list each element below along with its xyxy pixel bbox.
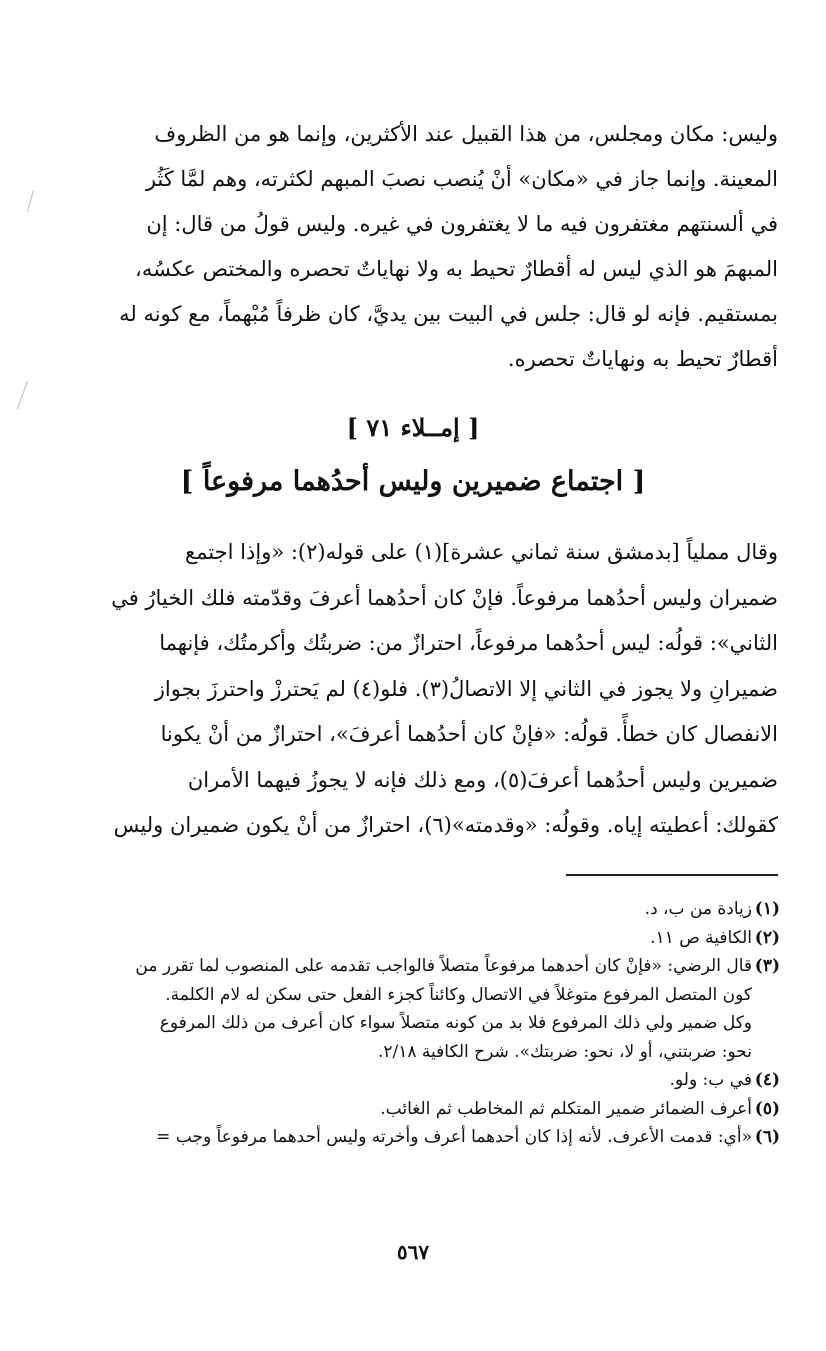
text-line: الانفصال كان خطأً. قولُه: «فإنْ كان أحدُهما أعرفَ»، احترازٌ من أنْ يكونا bbox=[160, 722, 778, 746]
footnote-separator bbox=[566, 874, 778, 876]
text-line: أقطارٌ تحيط به ونهاياتٌ تحصره. bbox=[507, 347, 778, 371]
section-number-heading: [ إمــلاء ٧١ ] bbox=[346, 413, 480, 442]
footnote-number: (٤) bbox=[754, 1070, 780, 1090]
footnote-continuation: وكل ضمير ولي ذلك المرفوع فلا بد من كونه متصلاً سواء كان أعرف من ذلك المرفوع bbox=[159, 1013, 752, 1033]
scan-mark bbox=[27, 190, 34, 212]
footnote-text: زيادة من ب، د. bbox=[644, 899, 752, 919]
text-line: المبهمَ هو الذي ليس له أقطارٌ تحيط به ولا نهاياتٌ تحصره والمختص عكسُه، bbox=[135, 257, 778, 281]
text-line: ضميران وليس أحدُهما مرفوعاً. فإنْ كان أحدُهما أعرفَ وقدّمته فلك الخيارُ في bbox=[111, 585, 778, 610]
footnote-number: (٣) bbox=[754, 956, 780, 976]
footnotes bbox=[72, 895, 780, 1152]
footnote-number: (٥) bbox=[754, 1098, 780, 1119]
footnote bbox=[72, 1095, 780, 1124]
text-line: ضميرانِ ولا يجوز في الثاني إلا الاتصالُ(٣). فلو(٤) لم يَحترزْ واحترزَ بجواز bbox=[154, 676, 778, 701]
footnote-continuation: نحو: ضربتني، أو لا، نحو: ضربتك». شرح الكافية ٢/١٨. bbox=[377, 1041, 752, 1062]
scan-mark bbox=[17, 381, 28, 410]
text-line: وقال مملياً [بدمشق سنة ثماني عشرة](١) على قوله(٢): «وإذا اجتمع bbox=[185, 540, 778, 564]
text-line: كقولك: أعطيته إياه. وقولُه: «وقدمته»(٦)، احترازٌ من أنْ يكون ضميران وليس bbox=[113, 813, 778, 837]
text-line: ضميرين وليس أحدُهما أعرفَ(٥)، ومع ذلك فإنه لا يجوزُ فيهما الأمران bbox=[187, 767, 778, 792]
footnote-continuation: كون المتصل المرفوع متوغلاً في الاتصال وكائناً كجزء الفعل حتى سكن له لام الكلمة. bbox=[165, 984, 752, 1005]
footnote-text: الكافية ص ١١. bbox=[650, 927, 752, 948]
footnote-text: «أي: قدمت الأعرف. لأنه إذا كان أحدهما أعرف وأخرته وليس أحدهما مرفوعاً وجب = bbox=[156, 1127, 752, 1147]
footnote bbox=[72, 924, 780, 953]
footnote-text: أعرف الضمائر ضمير المتكلم ثم المخاطب ثم الغائب. bbox=[380, 1098, 752, 1119]
footnote-number: (٦) bbox=[754, 1127, 780, 1147]
paragraph-main bbox=[92, 530, 778, 849]
footnote-text: في ب: ولو. bbox=[669, 1070, 752, 1090]
text-line: وليس: مكان ومجلس، من هذا القبيل عند الأكثرين، وإنما هو من الظروف bbox=[154, 122, 778, 146]
section-title: [ اجتماع ضميرين وليس أحدُهما مرفوعاً ] bbox=[180, 466, 646, 497]
text-line: في ألسنتهم مغتفرون فيه ما لا يغتفرون في غيره. وليس قولُ من قال: إن bbox=[146, 212, 778, 236]
footnote bbox=[72, 1066, 780, 1095]
footnote bbox=[72, 952, 780, 981]
footnote-number: (١) bbox=[754, 899, 780, 919]
footnote bbox=[72, 895, 780, 924]
footnote-text: قال الرضي: «فإنْ كان أحدهما مرفوعاً متصلاً فالواجب تقدمه على المنصوب لما تقرر من bbox=[135, 956, 752, 976]
text-line: المعينة. وإنما جاز في «مكان» أنْ يُنصب نصبَ المبهم لكثرته، وهم لمَّا كَثُر bbox=[145, 167, 778, 191]
footnote bbox=[72, 1123, 780, 1152]
text-line: الثاني»: قولُه: ليس أحدُهما مرفوعاً، احترازٌ من: ضربتُك وأكرمتُك، فإنهما bbox=[159, 631, 778, 655]
page-number: ٥٦٧ bbox=[396, 1240, 430, 1264]
paragraph-top bbox=[92, 112, 778, 382]
footnote-number: (٢) bbox=[754, 927, 780, 948]
text-line: بمستقيم. فإنه لو قال: جلس في البيت بين يديَّ، كان ظرفاً مُبْهماً، مع كونه له bbox=[119, 302, 778, 326]
